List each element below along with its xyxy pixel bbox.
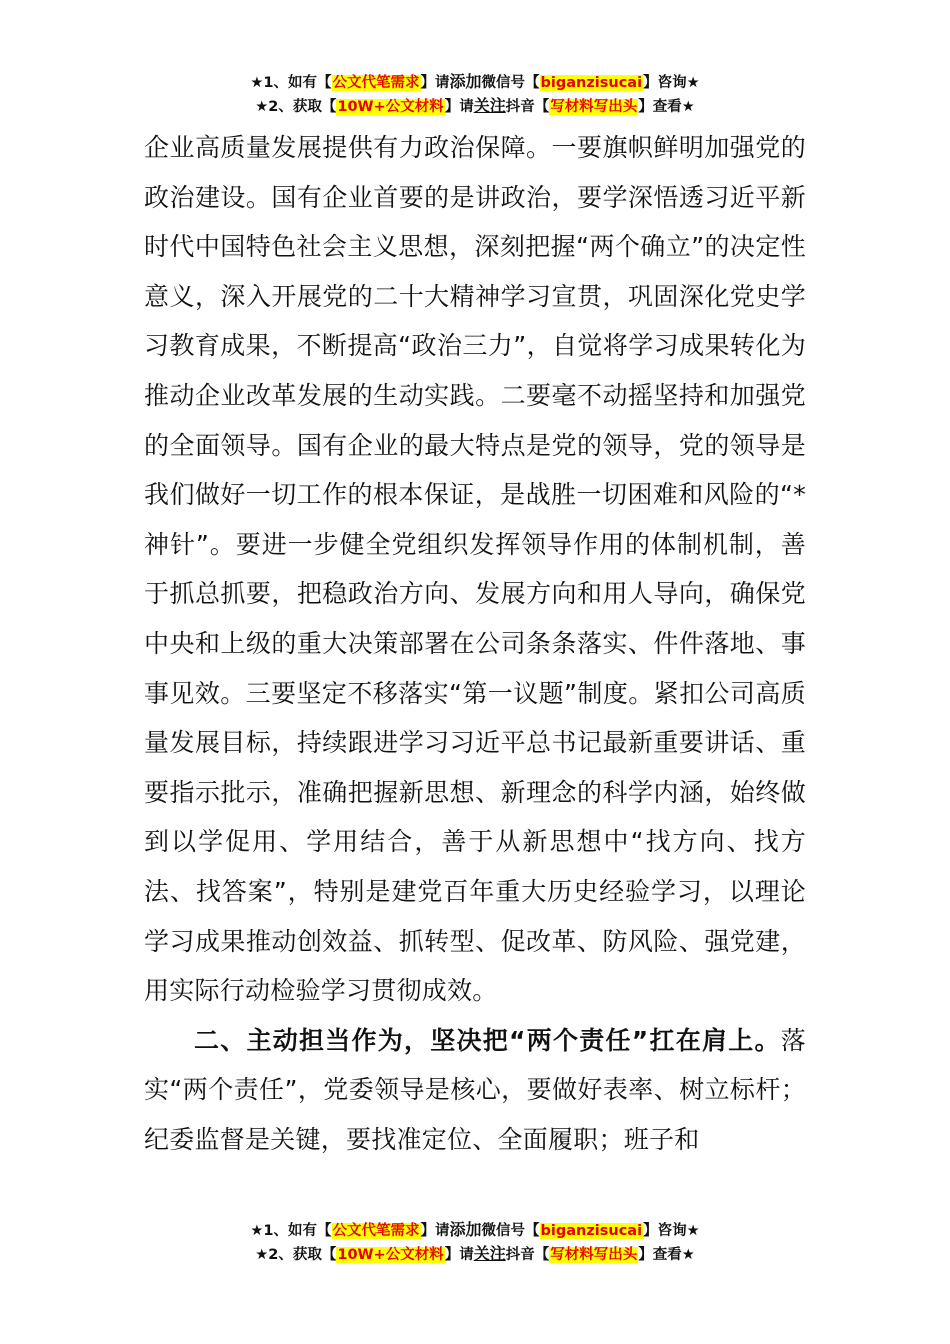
- header-banner: [0, 70, 950, 118]
- body-paragraph: 企业高质量发展提供有力政治保障。一要旗帜鲜明加强党的政治建设。国有企业首要的是讲政治，要学深悟透习近平新时代中国特色社会主义思想，深刻把握“两个确立”的决定性意义，深入开展党的二十大精神学习宣贯，巩固深化党史学习教育成果，不断提高“政治三力”，自觉将学习成果转化为推动企业改革发展的生动实践。二要毫不动摇坚持和加强党的全面领导。国有企业的最大特点是党的领导，党的领导是我们做好一切工作的根本保证，是战胜一切困难和风险的“*神针”。要进一步健全党组织发挥领导作用的体制机制，善于抓总抓要，把稳政治方向、发展方向和用人导向，确保党中央和上级的重大决策部署在公司条条落实、件件落地、事事见效。三要坚定不移落实“第一议题”制度。紧扣公司高质量发展目标，持续跟进学习习近平总书记最新重要讲话、重要指示批示，准确把握新思想、新理念的科学内涵，始终做到以学促用、学用结合，善于从新思想中“找方向、找方法、找答案”，特别是建党百年重大历史经验学习，以理论学习成果推动创效益、抓转型、促改革、防风险、强党建，用实际行动检验学习贯彻成效。: [144, 133, 806, 1006]
- star-icon: ★: [681, 1247, 695, 1263]
- banner-text: 2、获取【: [268, 99, 337, 115]
- highlight-wechat-id: biganzisucai: [540, 1223, 643, 1239]
- star-icon: ★: [250, 75, 264, 91]
- section-text: 落实“两个责任”，党委领导是核心，要做好表率、树立标杆；纪委监督是关键，要找准定位、全面履职；班子和: [144, 1025, 806, 1154]
- banner-line-1: [0, 1218, 950, 1242]
- body-paragraph: [144, 1016, 806, 1165]
- banner-emphasis: 关注: [473, 1244, 506, 1263]
- banner-text: 1、如有【: [263, 75, 332, 91]
- star-icon: ★: [250, 1223, 264, 1239]
- banner-text: 抖音【: [505, 1247, 550, 1263]
- banner-line-2: [0, 94, 950, 118]
- banner-text: 】查看: [638, 1247, 682, 1263]
- highlight-wechat-id: biganzisucai: [540, 75, 643, 91]
- banner-text: 抖音【: [505, 99, 550, 115]
- section-heading: 二、主动担当作为，坚决把“两个责任”扛在肩上。: [194, 1025, 781, 1055]
- star-icon: ★: [686, 75, 700, 91]
- document-body: [144, 123, 806, 1164]
- banner-text: 】请: [444, 99, 474, 115]
- banner-text: 】请: [420, 1223, 450, 1239]
- highlight-douyin-account: 写材料写出头: [550, 1247, 638, 1263]
- highlight-douyin-account: 写材料写出头: [550, 99, 638, 115]
- banner-text: 微信号【: [481, 75, 540, 91]
- banner-line-2: [0, 1242, 950, 1266]
- highlight-materials: 10W+公文材料: [337, 99, 444, 115]
- highlight-materials: 10W+公文材料: [337, 1247, 444, 1263]
- star-icon: ★: [255, 99, 269, 115]
- banner-emphasis: 添加: [449, 72, 482, 91]
- star-icon: ★: [686, 1223, 700, 1239]
- banner-text: 2、获取【: [268, 1247, 337, 1263]
- banner-text: 微信号【: [481, 1223, 540, 1239]
- banner-text: 】请: [444, 1247, 474, 1263]
- highlight-service: 公文代笔需求: [332, 1223, 420, 1239]
- banner-line-1: [0, 70, 950, 94]
- banner-text: 】咨询: [643, 75, 687, 91]
- banner-text: 】请: [420, 75, 450, 91]
- banner-text: 】查看: [638, 99, 682, 115]
- banner-text: 1、如有【: [263, 1223, 332, 1239]
- star-icon: ★: [681, 99, 695, 115]
- banner-emphasis: 关注: [473, 96, 506, 115]
- highlight-service: 公文代笔需求: [332, 75, 420, 91]
- banner-text: 】咨询: [643, 1223, 687, 1239]
- footer-banner: [0, 1218, 950, 1266]
- star-icon: ★: [255, 1247, 269, 1263]
- banner-emphasis: 添加: [449, 1220, 482, 1239]
